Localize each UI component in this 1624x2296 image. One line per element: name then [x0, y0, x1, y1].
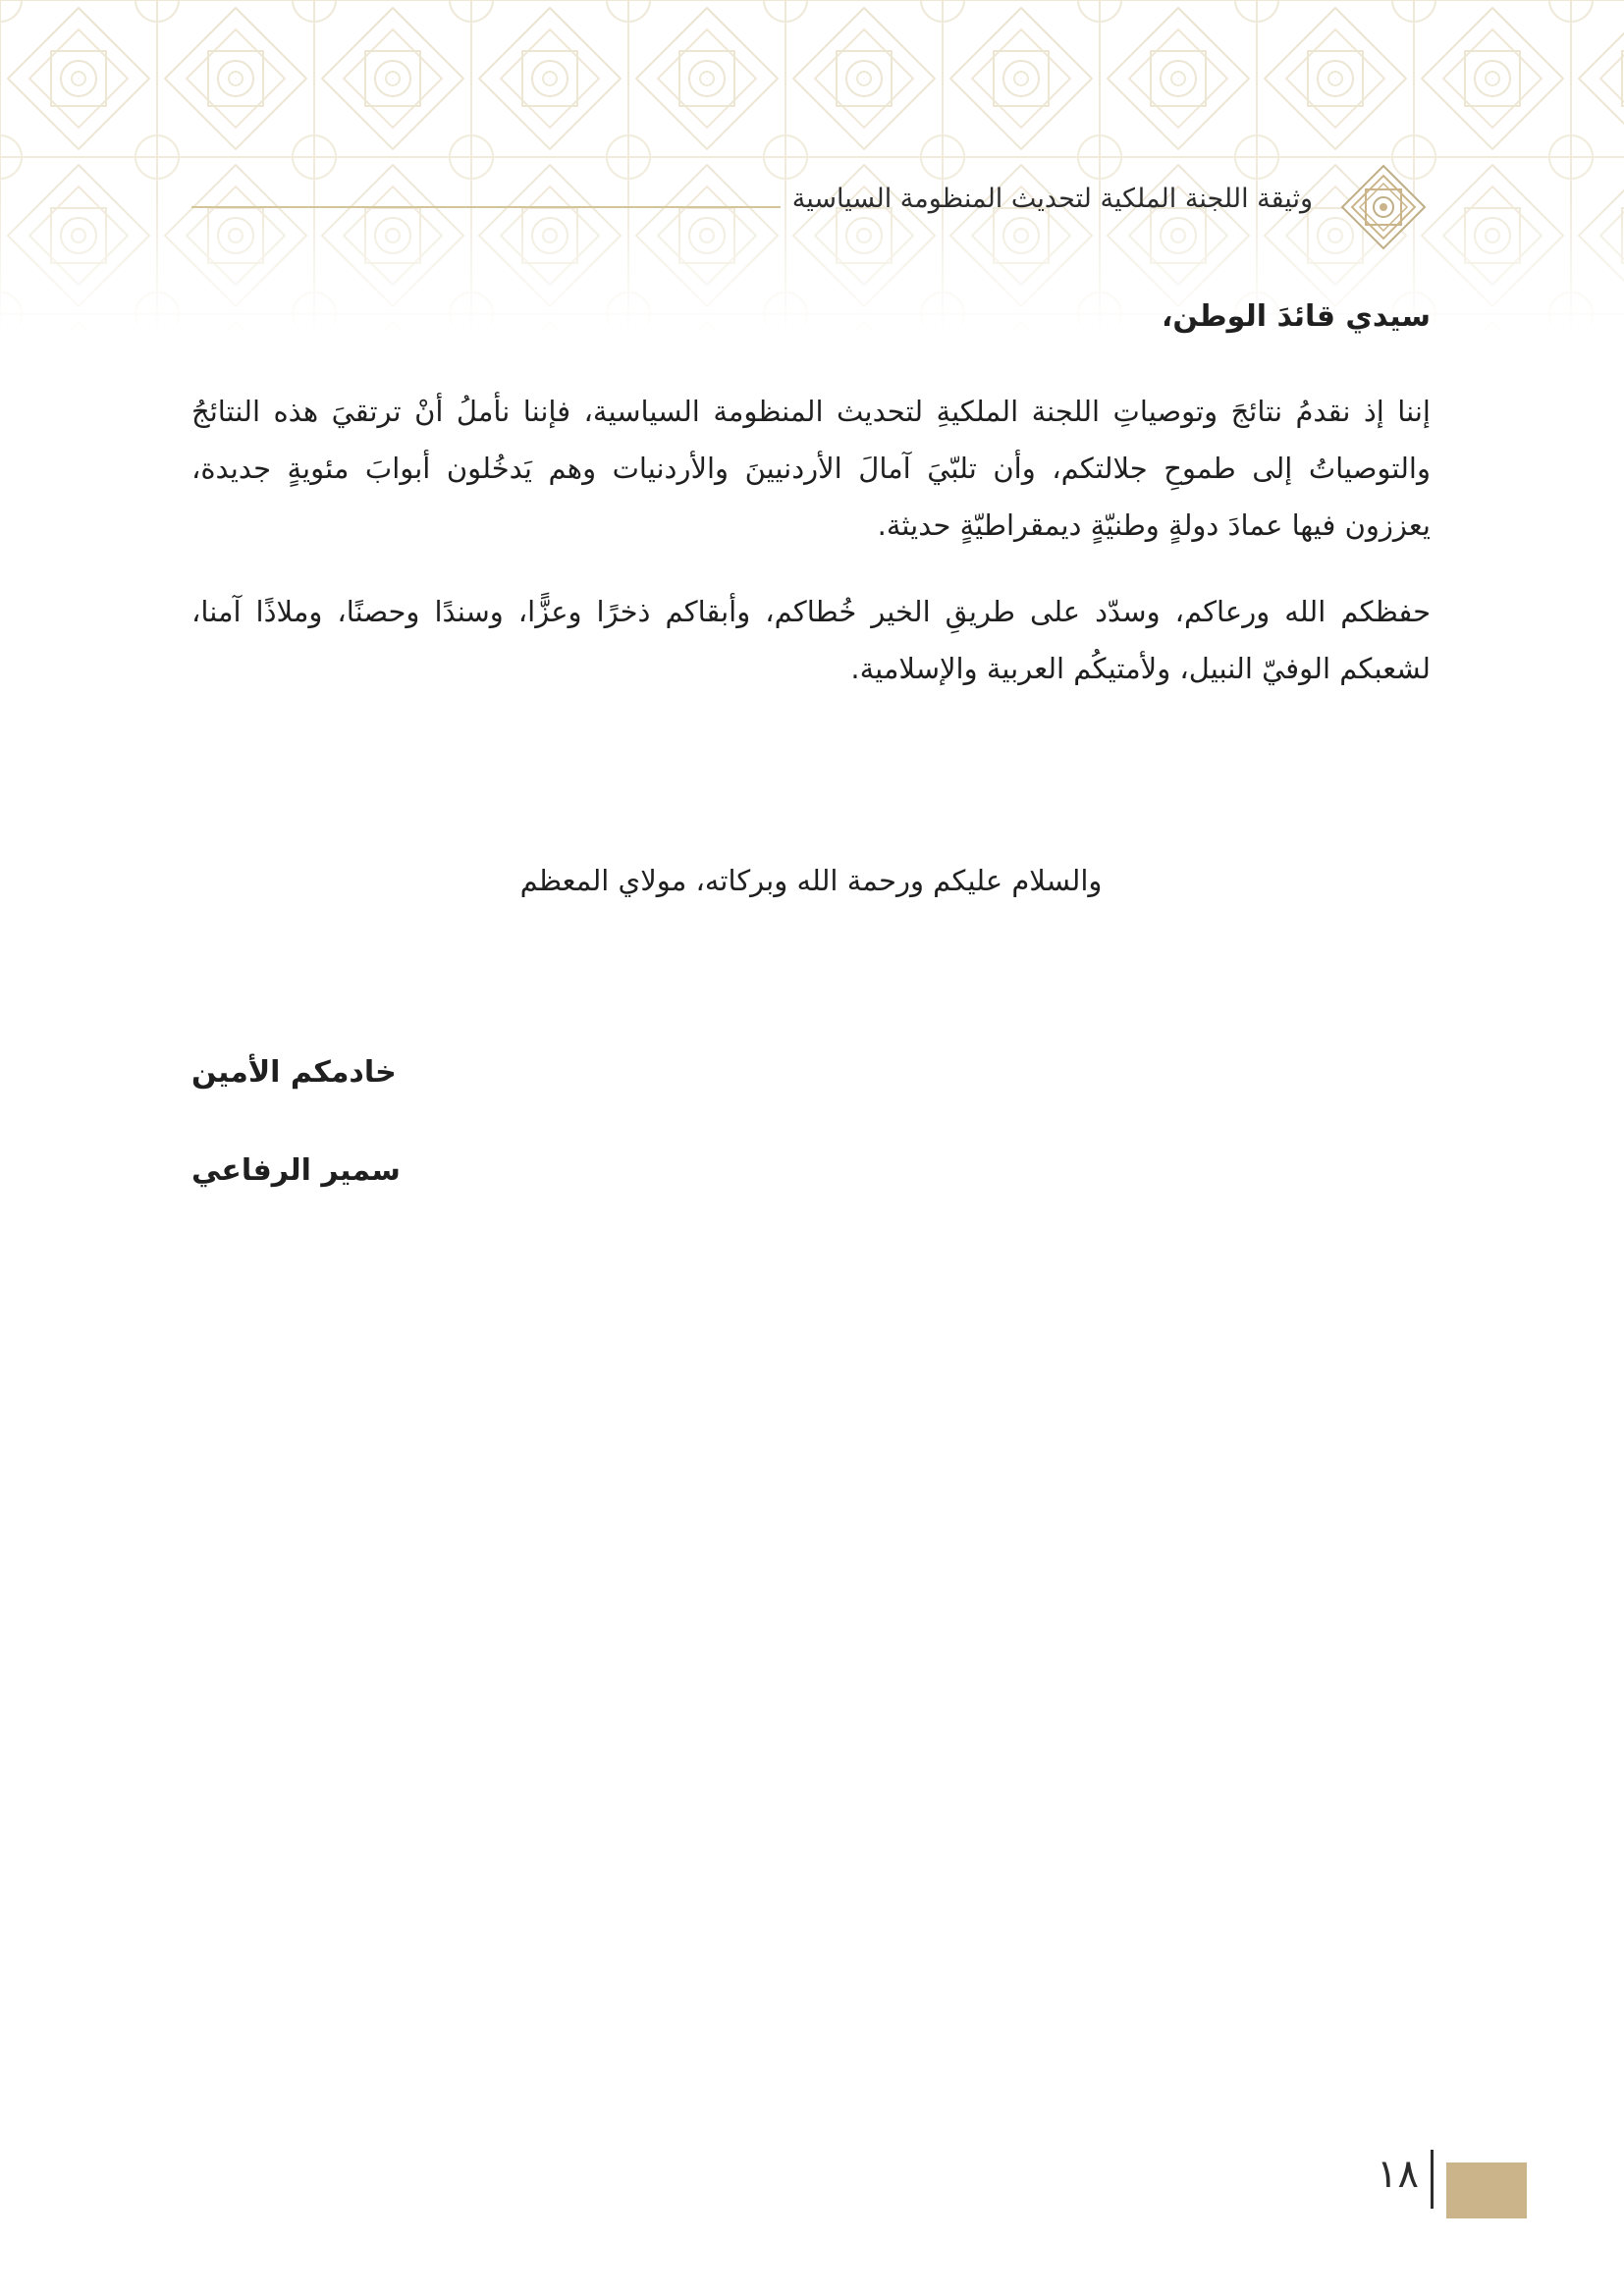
- closing-greeting: والسلام عليكم ورحمة الله وبركاته، مولاي المعظم: [519, 864, 1103, 897]
- paragraph-1: إننا إذ نقدمُ نتائجَ وتوصياتِ اللجنة الملكيةِ لتحديث المنظومة السياسية، فإننا نأملُ أنْ ترتقيَ هذه النتائجُ والتوصياتُ إلى طموحِ جلالتكم، وأن تلبّيَ آمالَ الأردنيينَ والأردنيات وهم يَدخُلون أبوابَ مئويةٍ جديدة، يعززون فيها عمادَ دولةٍ وطنيّةٍ ديمقراطيّةٍ حديثة.: [191, 395, 1431, 542]
- document-header: [191, 162, 1429, 240]
- signatory-name: سمير الرفاعي: [191, 1153, 401, 1188]
- page-number: ١٨: [1377, 2152, 1419, 2197]
- footer-accent-block: [1446, 2163, 1527, 2218]
- salutation: سيدي قائدَ الوطن،: [1162, 299, 1431, 334]
- paragraph-2: حفظكم الله ورعاكم، وسدّد على طريقِ الخير خُطاكم، وأبقاكم ذخرًا وعزًّا، وسندًا وحصنًا، وملاذًا آمنا، لشعبكم الوفيّ النبيل، ولأمتيكُم العربية والإسلامية.: [191, 595, 1431, 685]
- header-divider-line: [191, 206, 781, 208]
- letter-body: [191, 299, 1431, 726]
- document-title: وثيقة اللجنة الملكية لتحديث المنظومة السياسية: [791, 184, 1313, 214]
- signoff-title: خادمكم الأمين: [191, 1055, 397, 1090]
- emblem-icon: [1338, 162, 1429, 252]
- footer-divider: [1431, 2150, 1434, 2209]
